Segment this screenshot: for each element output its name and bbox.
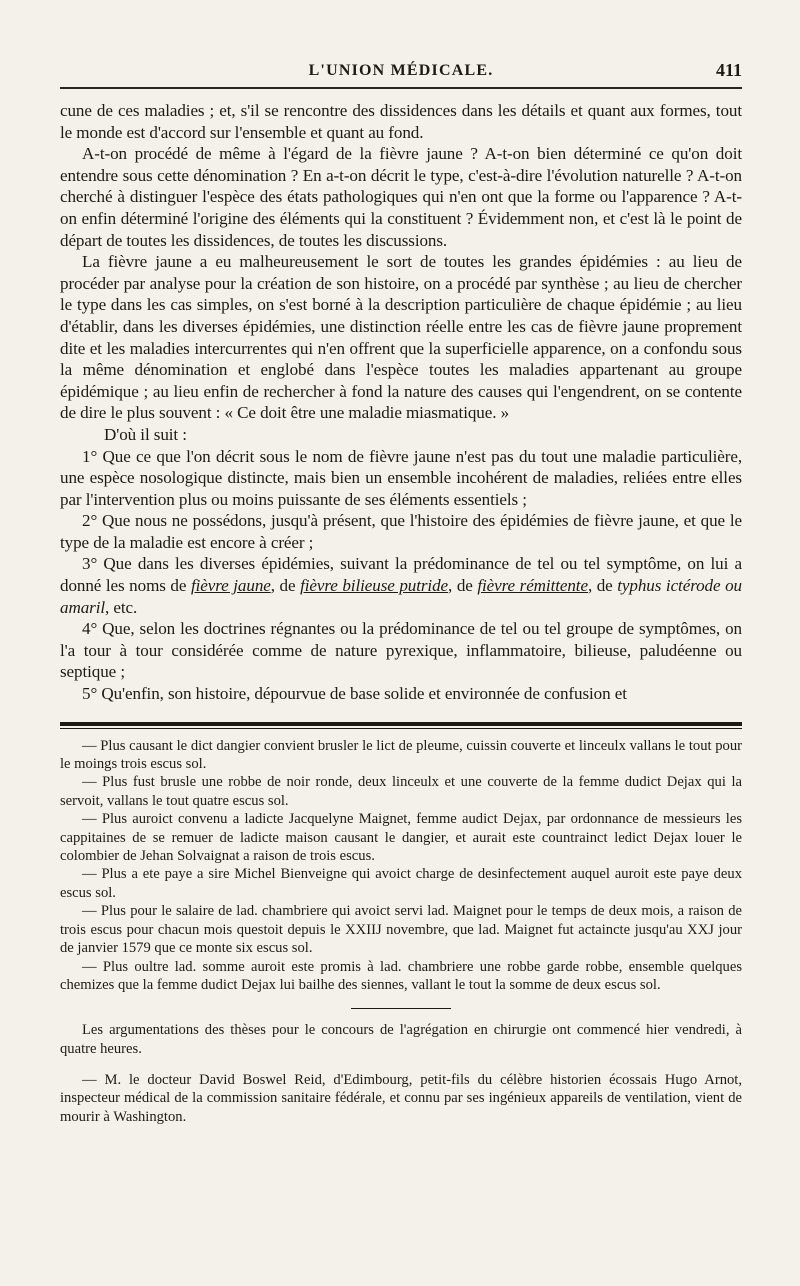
paragraph-epidemics: La fièvre jaune a eu malheureusement le sort de toutes les grandes épidémies : au lieu de procéder par analyse pour la création de son histoire, on a procédé par synthèse ; au lieu de chercher le type dans les cas simples, on s'est borné à la description particulière de chaque épidémie ; au lieu d'établir, dans les diverses épidémies, une distinction réelle entre les cas de fièvre jaune proprement dite et les maladies intercurrentes qui n'en offrent que la superficielle apparence, on a confondu sous la même dénomination et englobé dans l'espèce toutes les maladies appartenant au groupe épidémique ; au lieu enfin de rechercher à fond la nature des causes qui l'engendrent, on se contente de dire le plus souvent : « Ce doit être une maladie miasmatique. » [60,252,742,423]
page-number: 411 [715,60,742,80]
footnote-item: — Plus oultre lad. somme auroit este promis à lad. chambriere une robbe garde robbe, ensemble quelques chemizes que la femme dudict Dejax lui bailhe des siennes, vallant le tout la somme de deux escus sol. [60,958,742,993]
news-items [60,1021,742,1126]
section-divider-thick [60,722,742,726]
section-divider-thin [60,728,742,729]
list-item-3-end: , etc. [105,597,138,617]
term-fievre-bilieuse: fièvre bilieuse putride [300,576,449,596]
term-fievre-remittente: fièvre rémittente [477,576,588,596]
footnote-item: — Plus auroict convenu a ladicte Jacquelyne Maignet, femme audict Dejax, par ordonnance de messieurs les cappitaines de se remuer de ladicte maison causant le dangier, et aurait este countrainct ledict Dejax louer le colombier de Jehan Solvaignat a raison de trois escus. [60,811,742,865]
list-item-2: 2° Que nous ne possédons, jusqu'à présent, que l'histoire des épidémies de fièvre jaune, et que le type de la maladie est encore à créer ; [60,511,742,552]
page-header [60,52,742,92]
separator: , de [270,576,301,596]
list-item-3-text: 3° Que dans les diverses épidémies, suivant la prédominance de tel ou tel symptôme, on lui a donné les noms de [60,554,742,596]
news-item-agregation: Les argumentations des thèses pour le concours de l'agrégation en chirurgie ont commencé hier vendredi, à quatre heures. [60,1022,742,1057]
term-fievre-jaune: fièvre jaune [190,576,271,596]
paragraph-continued: cune de ces maladies ; et, s'il se rencontre des dissidences dans les détails et quant aux formes, tout le monde est d'accord sur l'ensemble et quant au fond. [60,101,742,142]
document-page [60,52,742,1126]
footnote-item: — Plus fust brusle une robbe de noir ronde, deux linceulx et une couverte de la femme dudict Dejax qui la servoit, vallans le tout quatre escus sol. [60,774,742,809]
list-item-3 [60,553,742,618]
footnote-item: — Plus a ete paye a sire Michel Bienveigne qui avoict charge de desinfectement auquel auroit este paye deux escus sol. [60,866,742,901]
list-item-4: 4° Que, selon les doctrines régnantes ou la prédominance de tel ou tel groupe de symptômes, on l'a tour à tour considérée comme de nature pyrexique, inflammatoire, bilieuse, paludéenne ou septique ; [60,619,742,682]
footnotes-expenses [60,737,742,995]
list-item-1: 1° Que ce que l'on décrit sous le nom de fièvre jaune n'est pas du tout une maladie particulière, une espèce nosologique distincte, mais bien un ensemble incohérent de maladies, reliées entre elles par l'intervention plus ou moins puissante de ses éléments essentiels ; [60,446,742,509]
separator: , de [587,576,618,596]
footnote-item: — Plus causant le dict dangier convient brusler le lict de pleume, cuissin couverte et linceulx vallans le tout pour le moings trois escus sol. [60,737,742,773]
term-typhus: typhus ictérode ou amaril [60,576,742,617]
news-item-obituary: — M. le docteur David Boswel Reid, d'Edimbourg, petit-fils du célèbre historien écossais Hugo Arnot, inspecteur médical de la commission sanitaire fédérale, et connu par ses ingénieux appareils de ventilation, vient de mourir à Washington. [60,1071,742,1125]
main-article-text [60,100,742,705]
paragraph-conclusion-intro: D'où il suit : [104,424,187,444]
short-divider [351,1008,451,1009]
paragraph-questions: A-t-on procédé de même à l'égard de la fièvre jaune ? A-t-on bien déterminé ce qu'on doit entendre sous cette dénomination ? En a-t-on décrit le type, c'est-à-dire l'évolution naturelle ? A-t-on cherché à distinguer l'espèce des états pathologiques qui n'en ont que la forme ou l'apparence ? A-t-on enfin déterminé l'origine des éléments qui la constituent ? Évidemment non, et c'est là le point de départ de toutes les dissidences, de toutes les discussions. [60,144,742,250]
footnote-item: — Plus pour le salaire de lad. chambriere qui avoict servi lad. Maignet pour le temps de deux mois, a raison de trois escus pour chacun mois questoit depuis le XXIIJ novembre, que lad. Maignet fut actaincte jusqu'au XXJ jour de janvier 1579 que ce monte six escus sol. [60,903,742,957]
list-item-5: 5° Qu'enfin, son histoire, dépourvue de base solide et environnée de confusion et [82,684,627,704]
journal-title: L'UNION MÉDICALE. [308,62,494,79]
separator: , de [448,576,478,596]
header-rule [60,87,742,89]
